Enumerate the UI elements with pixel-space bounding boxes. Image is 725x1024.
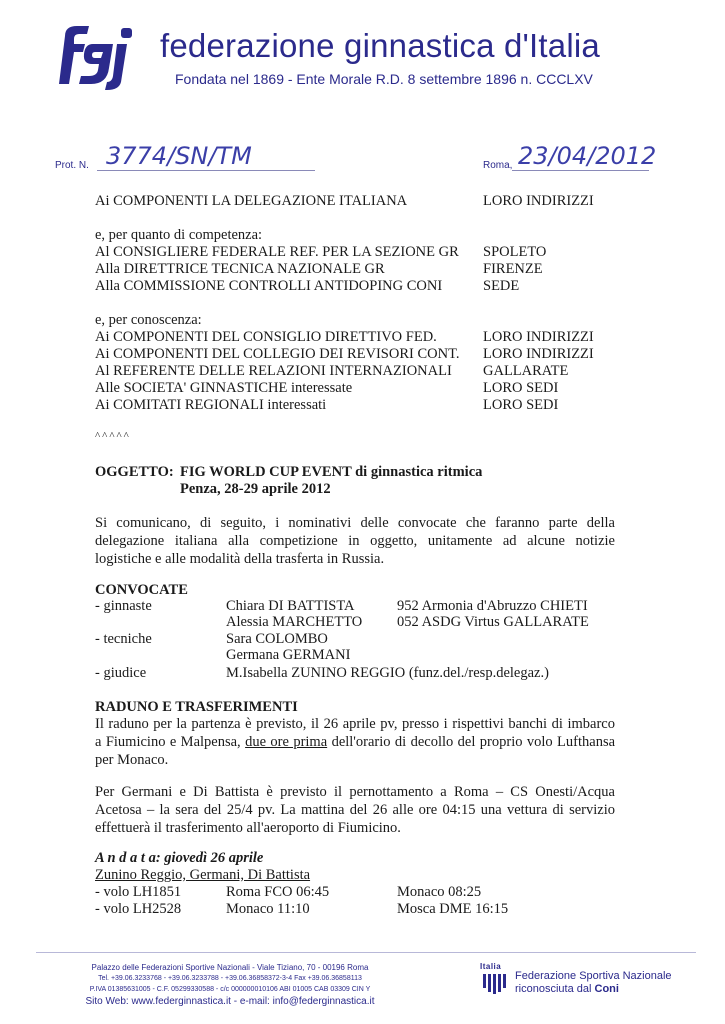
conoscenza-label: e, per conoscenza:: [95, 312, 202, 328]
andata-group: Zunino Reggio, Germani, Di Battista: [95, 867, 311, 883]
text-span: a Fiumicino e Malpensa,: [95, 734, 241, 750]
flight-departure: Monaco 11:10: [226, 901, 310, 917]
andata-heading: A n d a t a: giovedì 26 aprile: [95, 850, 264, 866]
tecnica-name: Sara COLOMBO: [226, 631, 328, 647]
raduno-heading: RADUNO E TRASFERIMENTI: [95, 699, 298, 715]
conoscenza-place: LORO SEDI: [483, 397, 559, 413]
giudice-name: M.Isabella ZUNINO REGGIO (funz.del./resp.delegaz.): [226, 665, 549, 681]
footer-piva: P.IVA 01385631005 - C.F. 05299330588 - c/c 000000010106 ABI 01005 CAB 03309 CIN Y: [89, 986, 371, 993]
separator-carets: ^^^^^: [95, 430, 131, 442]
subject-line2: Penza, 28-29 aprile 2012: [180, 481, 331, 497]
footer-tel: Tel. +39.06.3233768 - +39.06.3233788 - +39.06.36858372-3-4 Fax +39.06.36858113: [98, 975, 362, 982]
ginnasta-club: 052 ASDG Virtus GALLARATE: [397, 614, 589, 630]
fgi-logo: [55, 22, 137, 92]
conoscenza-place: LORO INDIRIZZI: [483, 346, 594, 362]
competenza-place: SEDE: [483, 278, 520, 294]
conoscenza-place: GALLARATE: [483, 363, 569, 379]
coni-line2: [515, 983, 672, 996]
flight-arrival: Monaco 08:25: [397, 884, 482, 900]
ginnasta-club: 952 Armonia d'Abruzzo CHIETI: [397, 598, 588, 614]
raduno-paragraph: [95, 715, 615, 769]
prot-number: 3774/SN/TM: [106, 142, 252, 170]
competenza-place: SPOLETO: [483, 244, 547, 260]
ginnaste-label: - ginnaste: [95, 598, 152, 614]
footer-address: Palazzo delle Federazioni Sportive Nazionali - Viale Tiziano, 70 - 00196 Roma: [91, 963, 369, 972]
prot-underline: [97, 170, 315, 171]
convocate-heading: CONVOCATE: [95, 582, 188, 598]
underlined-text: due ore prima: [245, 734, 328, 750]
flight-arrival: Mosca DME 16:15: [397, 901, 509, 917]
tecniche-label: - tecniche: [95, 631, 152, 647]
text-line: effettuerà il trasferimento all'aeroporto di Fiumicino.: [95, 820, 401, 836]
date-label: Roma,: [483, 160, 513, 171]
coni-caption: [515, 970, 672, 996]
coni-line2-text: riconosciuta dal: [515, 983, 592, 995]
flight-departure: Roma FCO 06:45: [226, 884, 330, 900]
conoscenza-item: Ai COMPONENTI DEL CONSIGLIO DIRETTIVO FED.: [95, 329, 437, 345]
pernottamento-paragraph: [95, 783, 615, 837]
recipient-main-place: LORO INDIRIZZI: [483, 193, 594, 209]
federation-subtitle: Fondata nel 1869 - Ente Morale R.D. 8 settembre 1896 n. CCCLXV: [175, 71, 593, 87]
flight-label: - volo LH1851: [95, 884, 182, 900]
text-line: logistiche e alle modalità della trasferta in Russia.: [95, 551, 385, 567]
coni-line1: Federazione Sportiva Nazionale: [515, 970, 672, 982]
text-line: Per Germani e Di Battista è previsto il pernottamento a Roma – CS Onesti/Acqua: [95, 784, 615, 800]
prot-label: Prot. N.: [55, 160, 89, 171]
coni-name: Coni: [594, 983, 619, 995]
competenza-item: Al CONSIGLIERE FEDERALE REF. PER LA SEZIONE GR: [95, 244, 459, 260]
subject-line1: FIG WORLD CUP EVENT di ginnastica ritmica: [180, 464, 483, 480]
text-line: [95, 733, 615, 751]
competenza-label: e, per quanto di competenza:: [95, 227, 263, 243]
coni-badge: [480, 962, 501, 971]
conoscenza-place: LORO SEDI: [483, 380, 559, 396]
text-line: per Monaco.: [95, 752, 169, 768]
text-line: Si comunicano, di seguito, i nominativi delle convocate che faranno parte della: [95, 515, 615, 531]
date-underline: [512, 170, 649, 171]
giudice-label: - giudice: [95, 665, 147, 681]
coni-word: Italia: [480, 962, 502, 971]
date-value: 23/04/2012: [518, 142, 657, 170]
intro-paragraph: [95, 514, 615, 568]
conoscenza-item: Al REFERENTE DELLE RELAZIONI INTERNAZIONALI: [95, 363, 452, 379]
competenza-place: FIRENZE: [483, 261, 543, 277]
footer-web: Sito Web: www.federginnastica.it - e-mail: info@federginnastica.it: [85, 996, 375, 1007]
flight-label: - volo LH2528: [95, 901, 182, 917]
text-span: dell'orario di decollo del proprio volo Lufthansa: [331, 734, 616, 750]
federation-name: federazione ginnastica d'Italia: [160, 27, 600, 64]
subject-label: OGGETTO:: [95, 464, 174, 480]
competenza-item: Alla DIRETTRICE TECNICA NAZIONALE GR: [95, 261, 385, 277]
ginnasta-name: Chiara DI BATTISTA: [226, 598, 355, 614]
ginnasta-name: Alessia MARCHETTO: [226, 614, 363, 630]
text-line: Acetosa – la sera del 25/4 pv. La mattina del 26 alle ore 04:15 una vettura di servizio: [95, 802, 615, 818]
recipient-main-name: Ai COMPONENTI LA DELEGAZIONE ITALIANA: [95, 193, 408, 209]
conoscenza-item: Ai COMITATI REGIONALI interessati: [95, 397, 327, 413]
text-line: delegazione italiana alla competizione in oggetto, unitamente ad alcune notizie: [95, 533, 615, 549]
coni-emblem-icon: [481, 972, 509, 994]
conoscenza-item: Ai COMPONENTI DEL COLLEGIO DEI REVISORI CONT.: [95, 346, 460, 362]
text-line: Il raduno per la partenza è previsto, il 26 aprile pv, presso i rispettivi banchi di imbarco: [95, 716, 615, 732]
tecnica-name: Germana GERMANI: [226, 647, 351, 663]
conoscenza-item: Alle SOCIETA' GINNASTICHE interessate: [95, 380, 353, 396]
footer-divider: [36, 952, 696, 953]
competenza-item: Alla COMMISSIONE CONTROLLI ANTIDOPING CONI: [95, 278, 443, 294]
footer-contacts: [0, 962, 460, 1008]
conoscenza-place: LORO INDIRIZZI: [483, 329, 594, 345]
